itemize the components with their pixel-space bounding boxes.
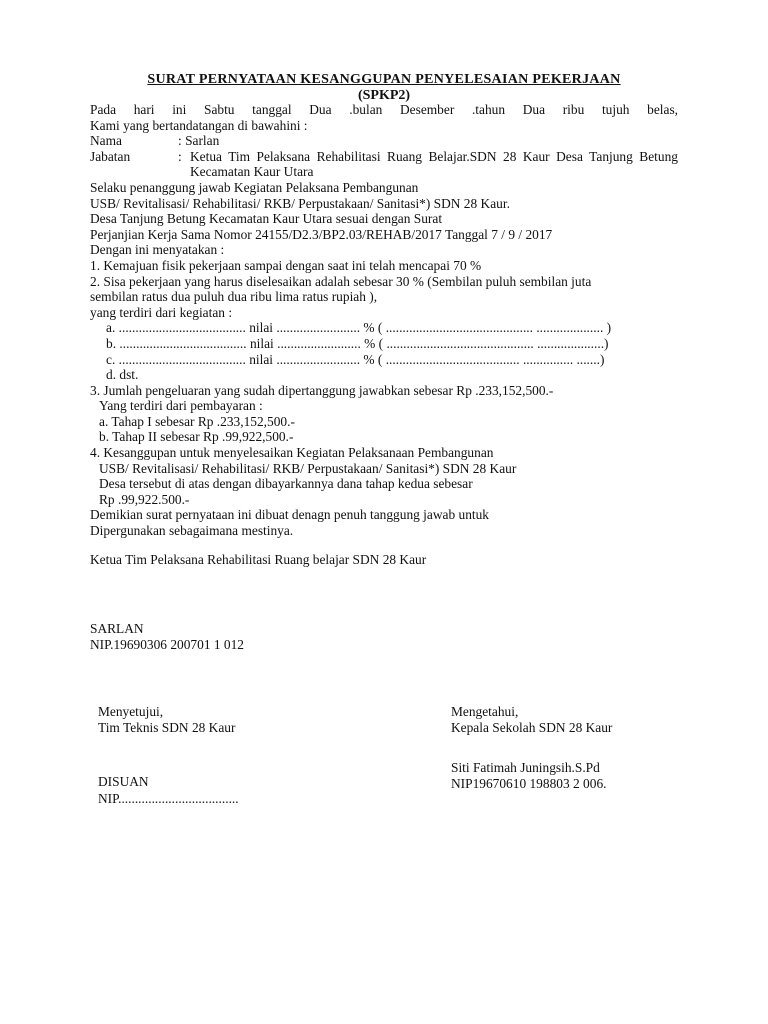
acknowledge-signer-name: Siti Fatimah Juningsih.S.Pd [451,760,600,775]
item-4-line-1: 4. Kesanggupan untuk menyelesaikan Kegiatan Pelaksanaan Pembangunan [90,445,494,461]
selaku-line-1: Selaku penanggung jawab Kegiatan Pelaksana Pembangunan [90,179,419,195]
item-2-line-2: sembilan ratus dua puluh dua ribu lima ratus rupiah ), [90,289,378,305]
opening-line: Pada hari ini Sabtu tanggal Dua .bulan Desember .tahun Dua ribu tujuh belas, [90,102,678,117]
acknowledge-role: Kepala Sekolah SDN 28 Kaur [451,720,613,735]
item-3-line-2: Yang terdiri dari pembayaran : [99,398,263,414]
jabatan-colon: : [178,148,182,164]
approval-signer-nip: NIP.................................... [98,791,239,806]
signer-nip: NIP.19690306 200701 1 012 [90,637,244,652]
jabatan-value: Ketua Tim Pelaksana Rehabilitasi Ruang Belajar.SDN 28 Kaur Desa Tanjung Betung Kecamatan Kaur Utara [190,148,678,180]
closing-line-1: Demikian surat pernyataan ini dibuat denagn penuh tanggung jawab untuk [90,507,490,523]
menyatakan-line: Dengan ini menyatakan : [90,242,225,258]
item-3-line-4: b. Tahap II sebesar Rp .99,922,500.- [99,429,294,445]
selaku-line-3: Desa Tanjung Betung Kecamatan Kaur Utara sesuai dengan Surat [90,211,443,227]
sub-item-d: d. dst. [106,367,139,383]
approval-team: Tim Teknis SDN 28 Kaur [98,720,236,735]
sub-item-b: b. ...................................... nilai ......................... % ( ............................................ ....................) [106,335,609,351]
item-3-line-1: 3. Jumlah pengeluaran yang sudah dipertanggung jawabkan sebesar Rp .233,152,500.- [90,382,554,398]
item-1: 1. Kemajuan fisik pekerjaan sampai dengan saat ini telah mencapai 70 % [90,257,482,273]
acknowledge-label: Mengetahui, [451,704,519,719]
document-subtitle: (SPKP2) [357,88,411,103]
item-4-line-2: USB/ Revitalisasi/ Rehabilitasi/ RKB/ Perpustakaan/ Sanitasi*) SDN 28 Kaur [99,460,517,476]
nama-row [90,133,678,149]
sub-item-a: a. ...................................... nilai ......................... % ( ............................................ .................... ) [106,320,612,336]
jabatan-row [90,149,678,180]
signer-role: Ketua Tim Pelaksana Rehabilitasi Ruang belajar SDN 28 Kaur [90,552,427,567]
nama-label: Nama [90,133,122,149]
selaku-line-4: Perjanjian Kerja Sama Nomor 24155/D2.3/BP2.03/REHAB/2017 Tanggal 7 / 9 / 2017 [90,226,553,242]
item-3-line-3: a. Tahap I sebesar Rp .233,152,500.- [99,413,295,429]
approval-signer-name: DISUAN [98,774,149,789]
approval-label: Menyetujui, [98,704,164,719]
signer-name: SARLAN [90,621,144,636]
document-title-block [90,72,678,104]
document-title: SURAT PERNYATAAN KESANGGUPAN PENYELESAIAN PEKERJAAN [147,72,621,87]
acknowledge-signer-nip: NIP19670610 198803 2 006. [451,776,607,791]
item-2-line-3: yang terdiri dari kegiatan : [90,304,233,320]
item-2-line-1: 2. Sisa pekerjaan yang harus diselesaikan adalah sebesar 30 % (Sembilan puluh sembilan juta [90,273,592,289]
opening-line-2: Kami yang bertandatangan di bawahini : [90,117,308,133]
jabatan-label: Jabatan [90,148,131,164]
document-body [90,102,678,539]
sub-item-c: c. ...................................... nilai ......................... % ( ........................................ ............... .......) [106,351,605,367]
closing-line-2: Dipergunakan sebagaimana mestinya. [90,523,294,539]
item-4-line-3: Desa tersebut di atas dengan dibayarkannya dana tahap kedua sebesar [99,476,473,492]
selaku-line-2: USB/ Revitalisasi/ Rehabilitasi/ RKB/ Perpustakaan/ Sanitasi*) SDN 28 Kaur. [90,195,510,211]
item-4-line-4: Rp .99,922.500.- [99,491,190,507]
nama-value: : Sarlan [178,133,220,149]
